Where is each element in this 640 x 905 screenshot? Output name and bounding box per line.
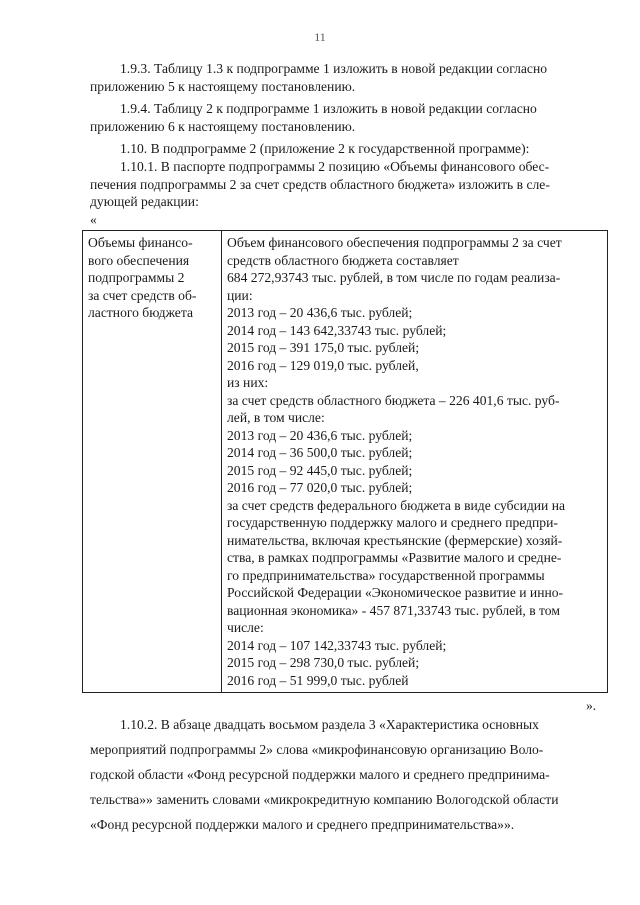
text-line: «Фонд ресурсной поддержки малого и среднего предпринимательства»». [90, 817, 515, 832]
value-line: 2016 год – 51 999,0 тыс. рублей [227, 672, 409, 688]
value-line: 2013 год – 20 436,6 тыс. рублей; [227, 305, 413, 320]
value-line: 2016 год – 77 020,0 тыс. рублей; [227, 480, 413, 495]
paragraph-1-10 [90, 140, 610, 158]
closing-quote: ». [586, 698, 597, 713]
text-line: дующей редакции: [90, 194, 199, 209]
value-line: 2015 год – 92 445,0 тыс. рублей; [227, 462, 413, 478]
value-line: 2015 год – 298 730,0 тыс. рублей; [227, 655, 420, 670]
text-line: 1.9.4. Таблицу 2 к подпрограмме 1 изложить в новой редакции согласно [120, 101, 537, 116]
text-line: 1.9.3. Таблицу 1.3 к подпрограмме 1 изложить в новой редакции согласно [120, 61, 548, 76]
value-line: го предпринимательства» государственной программы [227, 567, 545, 583]
paragraph-1-9-3 [90, 60, 610, 95]
text-line: печения подпрограммы 2 за счет средств областного бюджета» изложить в сле- [90, 176, 550, 192]
opening-quote: « [90, 212, 97, 227]
value-line: средств областного бюджета составляет [227, 252, 459, 268]
value-line: 2014 год – 36 500,0 тыс. рублей; [227, 445, 413, 460]
value-line: нимательства, включая крестьянские (фермерские) хозяй- [227, 532, 563, 548]
text-line: приложению 6 к настоящему постановлению. [90, 118, 356, 134]
text-line: приложению 5 к настоящему постановлению. [90, 78, 356, 94]
label-cell [83, 231, 222, 693]
value-line: из них: [227, 375, 269, 390]
label-line: за счет средств об- [88, 287, 197, 303]
value-line: вационная экономика» - 457 871,33743 тыс. рублей, в том [227, 602, 560, 618]
value-line: ства, в рамках подпрограммы «Развитие малого и средне- [227, 550, 562, 565]
value-line: за счет средств федерального бюджета в виде субсидии на [227, 497, 566, 513]
value-line: 2016 год – 129 019,0 тыс. рублей, [227, 357, 419, 373]
value-line: 2015 год – 391 175,0 тыс. рублей; [227, 340, 420, 355]
label-line: подпрограммы 2 [88, 270, 185, 285]
text-line: тельства»» заменить словами «микрокредитную компанию Вологодской области [90, 792, 559, 807]
page-number: 11 [314, 30, 326, 44]
value-line: ции: [227, 287, 253, 303]
text-line: мероприятий подпрограммы 2» слова «микрофинансовую организацию Воло- [90, 742, 544, 757]
paragraph-1-10-1 [90, 158, 610, 211]
value-line: лей, в том числе: [227, 410, 325, 425]
value-line: Российской Федерации «Экономическое развитие и инно- [227, 585, 564, 600]
label-line: вого обеспечения [88, 252, 190, 268]
value-line: Объем финансового обеспечения подпрограммы 2 за счет [227, 235, 562, 250]
value-line: за счет средств областного бюджета – 226 401,6 тыс. руб- [227, 392, 560, 408]
value-line: 2014 год – 143 642,33743 тыс. рублей; [227, 322, 447, 338]
paragraph-1-10-2 [90, 712, 610, 837]
text-line: 1.10. В подпрограмме 2 (приложение 2 к государственной программе): [120, 141, 530, 156]
label-line: ластного бюджета [88, 305, 193, 320]
value-line: 2014 год – 107 142,33743 тыс. рублей; [227, 637, 447, 653]
value-line: 684 272,93743 тыс. рублей, в том числе по годам реализа- [227, 270, 561, 285]
table-row [83, 231, 608, 693]
value-line: государственную поддержку малого и среднего предпри- [227, 515, 558, 530]
value-line: числе: [227, 620, 264, 635]
value-cell [222, 231, 608, 693]
text-line: 1.10.2. В абзаце двадцать восьмом раздела 3 «Характеристика основных [120, 717, 539, 732]
value-line: 2013 год – 20 436,6 тыс. рублей; [227, 427, 413, 443]
text-line: годской области «Фонд ресурсной поддержки малого и среднего предпринима- [90, 767, 550, 782]
passport-table [82, 230, 608, 693]
text-line: 1.10.1. В паспорте подпрограммы 2 позицию «Объемы финансового обес- [120, 159, 550, 174]
label-line: Объемы финансо- [88, 235, 193, 250]
paragraph-1-9-4 [90, 100, 610, 135]
